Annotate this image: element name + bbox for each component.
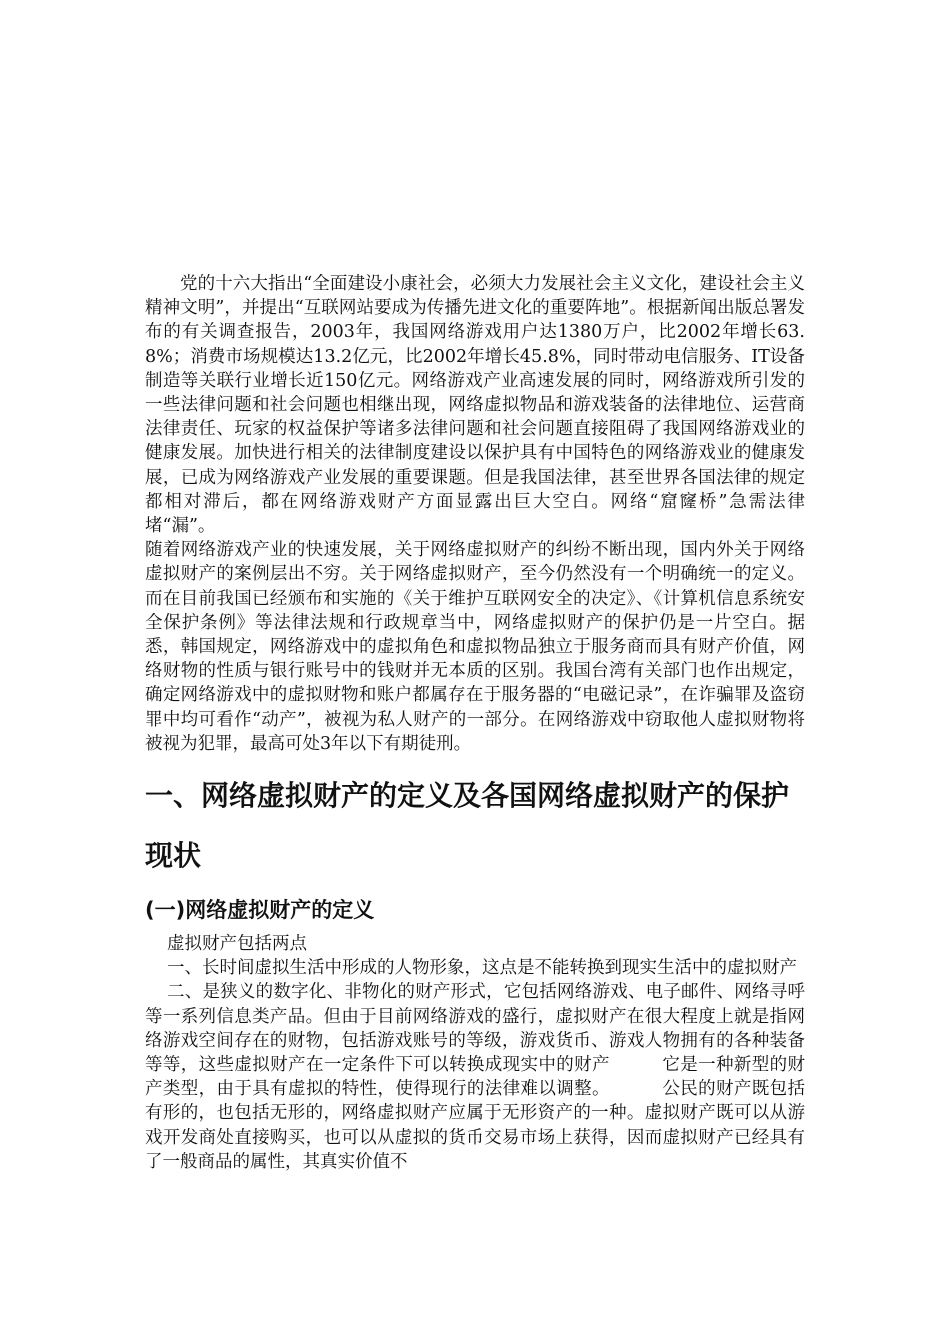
body-paragraph: 虚拟财产包括两点: [167, 934, 307, 955]
text-span: 公民的财产既包括有形的，也包括无形的，网络虚拟财产应属于无形资产的一种。虚拟财产既可以从游戏开发商处直接购买，也可以从虚拟的货币交易市场上获得，因而虚拟财产已经具有了一般商品的属性，其真实价值不: [145, 1079, 806, 1172]
section-heading: 一、网络虚拟财产的定义及各国网络虚拟财产的保护现状: [145, 779, 790, 873]
document-page: [145, 272, 805, 1174]
body-paragraph: 一、长时间虚拟生活中形成的人物形象，这点是不能转换到现实生活中的虚拟财产: [167, 958, 797, 979]
body-paragraph: 党的十六大指出“全面建设小康社会，必须大力发展社会主义文化，建设社会主义精神文明”，并提出“互联网站要成为传播先进文化的重要阵地”。根据新闻出版总署发布的有关调查报告，2003年，我国网络游戏用户达1380万户，比2002年增长63.8%；消费市场规模达13.2亿元，比2002年增长45.8%，同时带动电信服务、IT设备制造等关联行业增长近150亿元。网络游戏产业高速发展的同时，网络游戏所引发的一些法律问题和社会问题也相继出现，网络虚拟物品和游戏装备的法律地位、运营商法律责任、玩家的权益保护等诸多法律问题和社会问题直接阻碍了我国网络游戏业的健康发展。加快进行相关的法律制度建设以保护具有中国特色的网络游戏业的健康发展，已成为网络游戏产业发展的重要课题。但是我国法律，甚至世界各国法律的规定都相对滞后，都在网络游戏财产方面显露出巨大空白。网络“窟窿桥”急需法律堵“漏”。: [145, 274, 805, 537]
body-paragraph: [145, 980, 805, 1174]
text-span: 二、是狭义的数字化、非物化的财产形式，它包括网络游戏、电子邮件、网络寻呼等一系列信息类产品。但由于目前网络游戏的盛行，虚拟财产在很大程度上就是指网络游戏空间存在的财物，包括游戏账号的等级，游戏货币、游戏人物拥有的各种装备等等，这些虚拟财产在一定条件下可以转换成现实中的财产: [145, 982, 805, 1076]
text-span: 它是一种新型的财产类型，由于具有虚拟的特性，使得现行的法律难以调整。: [145, 1055, 806, 1100]
subsection-heading: (一)网络虚拟财产的定义: [145, 898, 375, 923]
body-paragraph: 随着网络游戏产业的快速发展，关于网络虚拟财产的纠纷不断出现，国内外关于网络虚拟财产的案例层出不穷。关于网络虚拟财产，至今仍然没有一个明确统一的定义。而在目前我国已经颁布和实施的《关于维护互联网安全的决定》、《计算机信息系统安全保护条例》等法律法规和行政规章当中，网络虚拟财产的保护仍是一片空白。据悉，韩国规定，网络游戏中的虚拟角色和虚拟物品独立于服务商而具有财产价值，网络财物的性质与银行账号中的钱财并无本质的区别。我国台湾有关部门也作出规定，确定网络游戏中的虚拟财物和账户都属存在于服务器的“电磁记录”，在诈骗罪及盗窃罪中均可看作“动产”，被视为私人财产的一部分。在网络游戏中窃取他人虚拟财物将被视为犯罪，最高可处3年以下有期徒刑。: [145, 540, 805, 754]
